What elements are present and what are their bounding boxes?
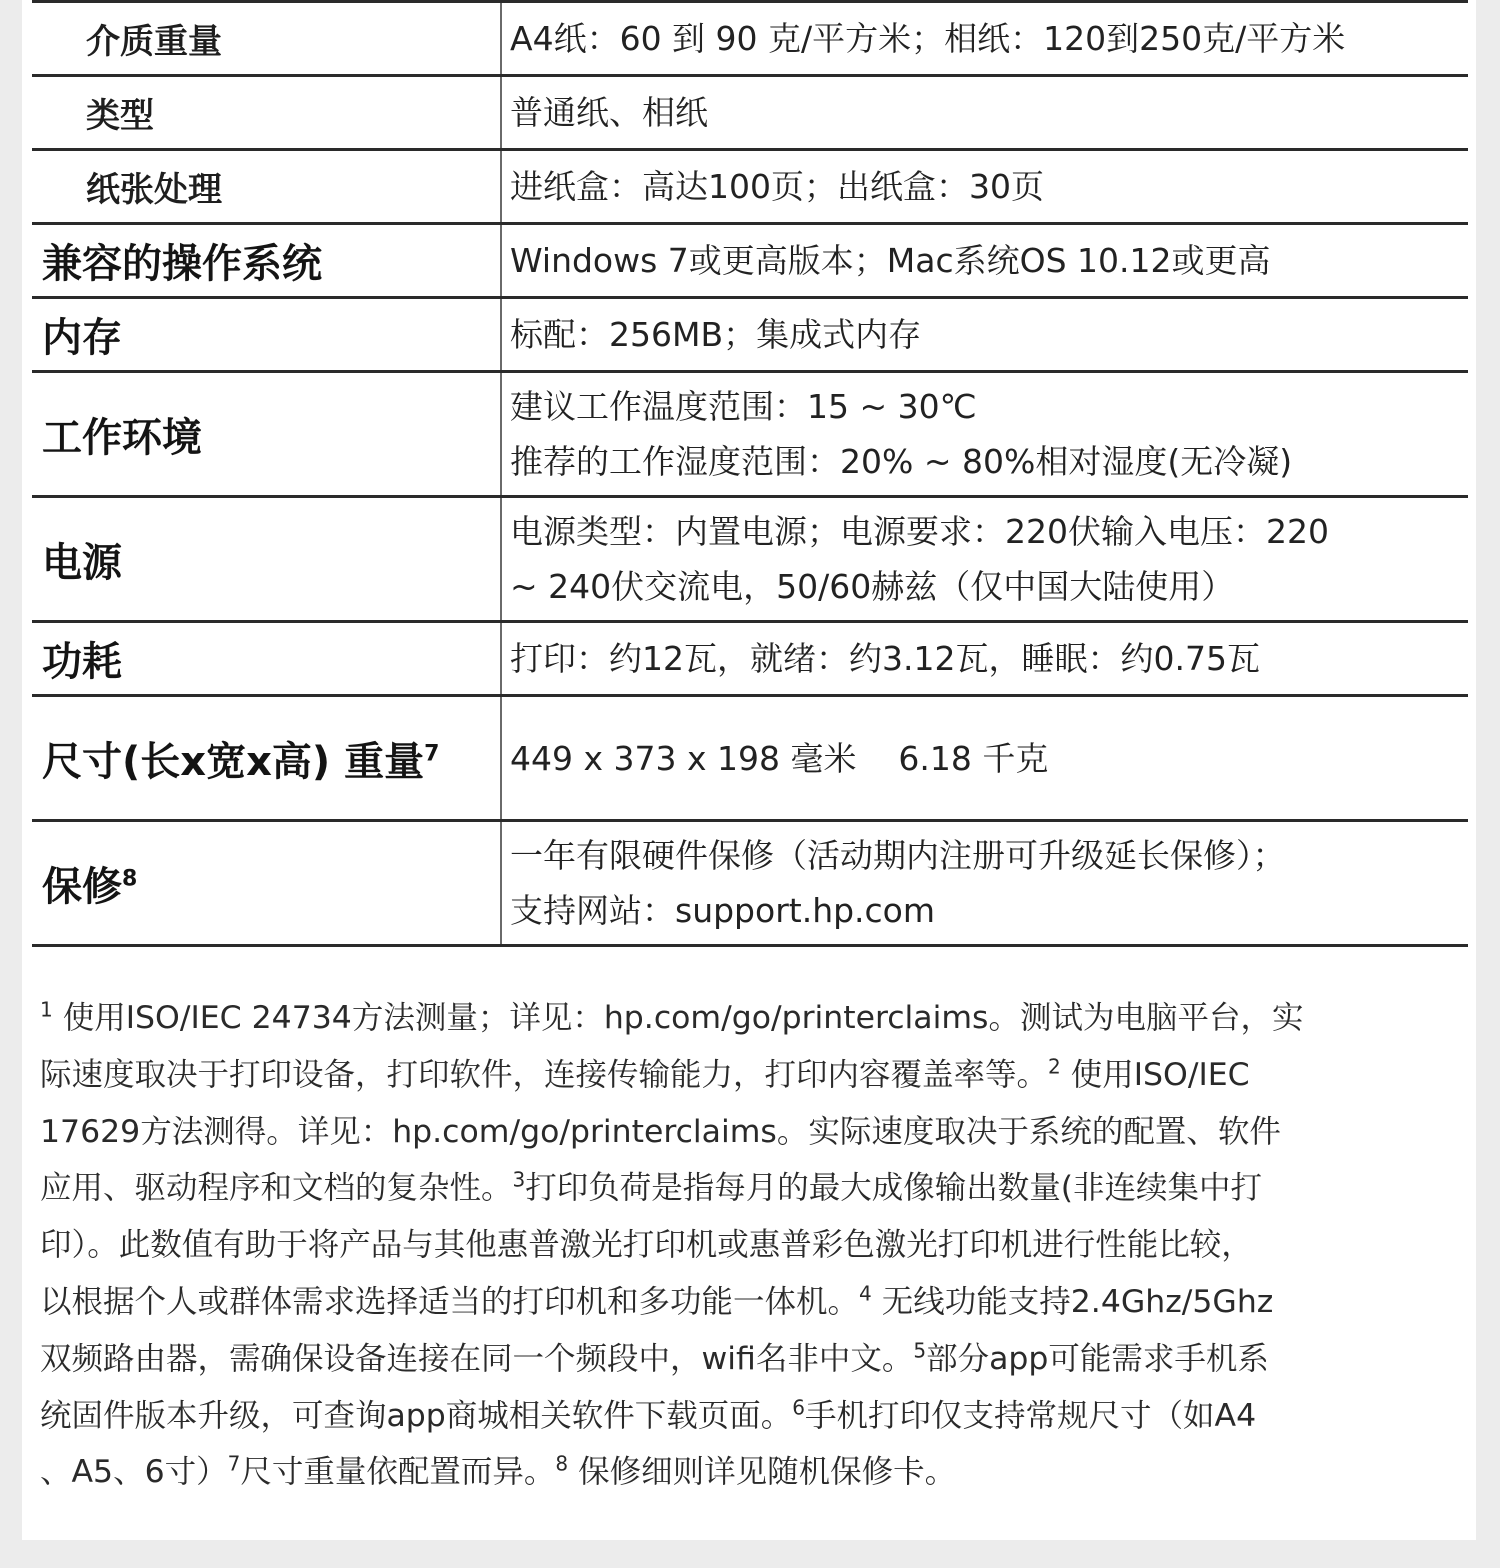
footnote-number: 3 [512, 1167, 526, 1192]
spec-label-cell [32, 298, 501, 372]
spec-value-line: A4纸：60 到 90 克/平方米；相纸：120到250克/平方米 [510, 19, 1346, 58]
footnote-line [40, 1388, 1460, 1445]
spec-value-line: 建议工作温度范围：15 ~ 30℃ [510, 387, 977, 426]
footnote-text: 打印负荷是指每月的最大成像输出数量(非连续集中打 [525, 1170, 1263, 1207]
footnote-text: 印）。此数值有助于将产品与其他惠普激光打印机或惠普彩色激光打印机进行性能比较， [40, 1227, 1253, 1264]
spec-label-cell [32, 497, 501, 622]
footnote-marker: 8 [122, 866, 138, 892]
spec-value-cell [501, 2, 1468, 76]
spec-value-line: 支持网站：support.hp.com [510, 891, 936, 930]
spec-row [32, 2, 1468, 76]
spec-row [32, 497, 1468, 622]
footnote-text: 使用ISO/IEC [1060, 1056, 1250, 1093]
spec-label-cell [32, 2, 501, 76]
footnote-text: 应用、驱动程序和文档的复杂性。 [40, 1170, 513, 1207]
footnote-text: 尺寸重量依配置而异。 [240, 1454, 556, 1491]
spec-value-cell [501, 622, 1468, 696]
footnote-text: 17629方法测得。详见：hp.com/go/printerclaims。实际速度取决于系统的配置、软件 [40, 1113, 1281, 1150]
spec-label-text: 电源 [42, 539, 122, 586]
spec-label-cell [32, 224, 501, 298]
footnote-number: 8 [555, 1451, 569, 1476]
spec-value-cell [501, 224, 1468, 298]
footnote-line [40, 1160, 1460, 1217]
footnote-line [40, 1104, 1460, 1161]
spec-sheet-card [22, 0, 1476, 1540]
spec-value-line: 打印：约12瓦，就绪：约3.12瓦，睡眠：约0.75瓦 [510, 639, 1260, 678]
spec-label-text: 功耗 [42, 639, 122, 685]
spec-row [32, 76, 1468, 150]
spec-label [32, 630, 500, 687]
footnotes [40, 990, 1460, 1501]
footnote-line [40, 1331, 1460, 1388]
spec-label-text: 内存 [42, 315, 122, 361]
footnote-number: 5 [913, 1338, 927, 1363]
spec-label-text: 纸张处理 [86, 170, 222, 210]
spec-label [32, 14, 500, 63]
spec-row [32, 821, 1468, 946]
spec-row [32, 150, 1468, 224]
spec-label [32, 306, 500, 363]
spec-value-line: 进纸盒：高达100页；出纸盒：30页 [510, 167, 1044, 206]
spec-value-cell [501, 497, 1468, 622]
spec-label-cell [32, 622, 501, 696]
spec-row [32, 622, 1468, 696]
footnote-marker: 7 [424, 741, 440, 767]
spec-label [32, 855, 500, 912]
footnote-text: 统固件版本升级，可查询app商城相关软件下载页面。 [40, 1397, 793, 1434]
footnote-line [40, 1274, 1460, 1331]
spec-value-line: 普通纸、相纸 [510, 93, 708, 132]
spec-label-text: 尺寸(长x宽x高) 重量 [42, 738, 425, 785]
spec-value-line: ~ 240伏交流电，50/60赫兹（仅中国大陆使用） [510, 567, 1235, 606]
spec-value-line: Windows 7或更高版本；Mac系统OS 10.12或更高 [510, 241, 1271, 280]
spec-label-text: 工作环境 [42, 414, 202, 461]
spec-label-cell [32, 696, 501, 821]
spec-table [32, 0, 1468, 947]
footnote-line [40, 1217, 1460, 1274]
footnote-line [40, 1047, 1460, 1104]
spec-value-line: 电源类型：内置电源；电源要求：220伏输入电压：220 [510, 512, 1329, 551]
spec-label [32, 531, 500, 588]
footnote-text: 双频路由器，需确保设备连接在同一个频段中，wifi名非中文。 [40, 1340, 914, 1377]
spec-label [32, 406, 500, 463]
footnote-text: 手机打印仅支持常规尺寸（如A4 [805, 1397, 1257, 1434]
footnote-number: 2 [1048, 1054, 1061, 1079]
spec-label-cell [32, 76, 501, 150]
spec-label-text: 介质重量 [86, 22, 222, 62]
spec-label-text: 兼容的操作系统 [42, 241, 322, 287]
spec-value-cell [501, 696, 1468, 821]
spec-value-line: 推荐的工作湿度范围：20% ~ 80%相对湿度(无冷凝) [510, 442, 1293, 481]
spec-row [32, 224, 1468, 298]
spec-label [32, 730, 500, 787]
footnote-number: 6 [792, 1395, 806, 1420]
spec-value-line: 一年有限硬件保修（活动期内注册可升级延长保修）； [510, 836, 1286, 875]
spec-row [32, 372, 1468, 497]
spec-value-cell [501, 76, 1468, 150]
footnote-text: 、A5、6寸） [40, 1454, 228, 1491]
spec-label-text: 类型 [86, 96, 154, 136]
spec-label-text: 保修 [42, 863, 122, 910]
footnote-number: 7 [227, 1451, 241, 1476]
footnote-text: 无线功能支持2.4Ghz/5Ghz [871, 1283, 1274, 1320]
footnote-text: 部分app可能需求手机系 [926, 1340, 1269, 1377]
spec-label [32, 88, 500, 137]
spec-label [32, 162, 500, 211]
spec-value-line: 标配：256MB；集成式内存 [510, 315, 922, 354]
footnote-number: 4 [859, 1281, 872, 1306]
spec-value-cell [501, 372, 1468, 497]
spec-row [32, 696, 1468, 821]
footnote-line [40, 1444, 1460, 1501]
footnote-text: 保修细则详见随机保修卡。 [568, 1454, 957, 1491]
footnote-text: 以根据个人或群体需求选择适当的打印机和多功能一体机。 [40, 1283, 860, 1320]
spec-label-cell [32, 150, 501, 224]
footnote-line [40, 990, 1460, 1047]
spec-label-cell [32, 372, 501, 497]
spec-value-cell [501, 150, 1468, 224]
spec-value-line: 449 x 373 x 198 毫米 6.18 千克 [510, 738, 1049, 778]
spec-value-cell [501, 298, 1468, 372]
footnote-text: 使用ISO/IEC 24734方法测量；详见：hp.com/go/printerclaims。测试为电脑平台，实 [52, 1000, 1304, 1036]
spec-row [32, 298, 1468, 372]
spec-label [32, 232, 500, 289]
spec-label-cell [32, 821, 501, 946]
spec-value-cell [501, 821, 1468, 946]
footnote-number: 1 [40, 997, 53, 1022]
footnote-text: 际速度取决于打印设备，打印软件，连接传输能力，打印内容覆盖率等。 [40, 1056, 1049, 1093]
